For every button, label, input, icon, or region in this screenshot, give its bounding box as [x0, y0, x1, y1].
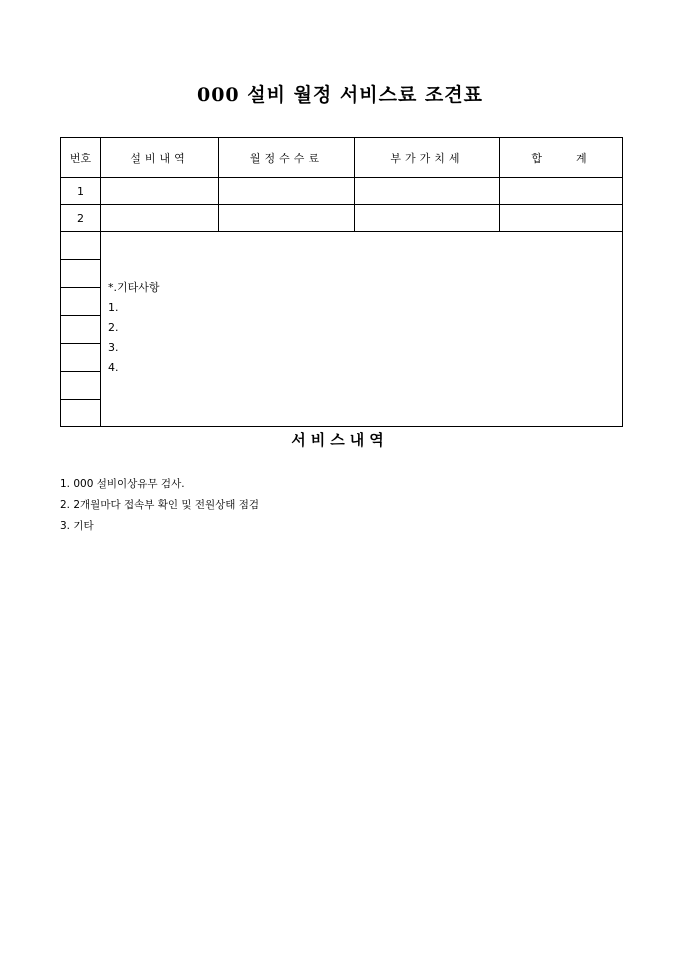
note-item: 2.: [108, 321, 119, 334]
cell-vat: [355, 178, 500, 205]
notes-block: [108, 278, 160, 378]
empty-number-cell: [61, 232, 101, 260]
list-item: 3. 기타: [60, 520, 94, 532]
row-number: 1: [61, 178, 101, 205]
cell-monthly-fee: [219, 178, 355, 205]
cell-equipment: [101, 205, 219, 232]
header-number: 번호: [61, 138, 101, 178]
row-number: 2: [61, 205, 101, 232]
table-header-row: [61, 138, 623, 178]
header-vat: 부가가치세: [355, 138, 500, 178]
empty-number-cell: [61, 344, 101, 372]
document-title: 000 설비 월정 서비스료 조견표: [196, 84, 483, 106]
notes-cell: [101, 232, 623, 427]
empty-number-cell: [61, 288, 101, 316]
section-title: 서비스내역: [291, 431, 389, 449]
note-item: 4.: [108, 361, 119, 374]
header-equipment: 설비내역: [101, 138, 219, 178]
table-row: [61, 205, 623, 232]
empty-number-cell: [61, 316, 101, 344]
list-item: 1. 000 설비이상유무 검사.: [60, 478, 185, 490]
empty-number-cell: [61, 260, 101, 288]
table-row: [61, 178, 623, 205]
note-item: 1.: [108, 301, 119, 314]
empty-number-cell: [61, 400, 101, 427]
cell-total: [500, 205, 623, 232]
list-item: 2. 2개월마다 접속부 확인 및 전원상태 점검: [60, 499, 260, 511]
note-item: 3.: [108, 341, 119, 354]
empty-number-cell: [61, 372, 101, 400]
notes-heading: *.기타사항: [108, 281, 160, 294]
service-list: [60, 474, 259, 537]
header-monthly-fee: 월정수수료: [219, 138, 355, 178]
cell-vat: [355, 205, 500, 232]
notes-row: [61, 232, 623, 260]
header-total: 합 계: [500, 138, 623, 178]
fee-table: [60, 137, 623, 427]
cell-monthly-fee: [219, 205, 355, 232]
cell-equipment: [101, 178, 219, 205]
cell-total: [500, 178, 623, 205]
